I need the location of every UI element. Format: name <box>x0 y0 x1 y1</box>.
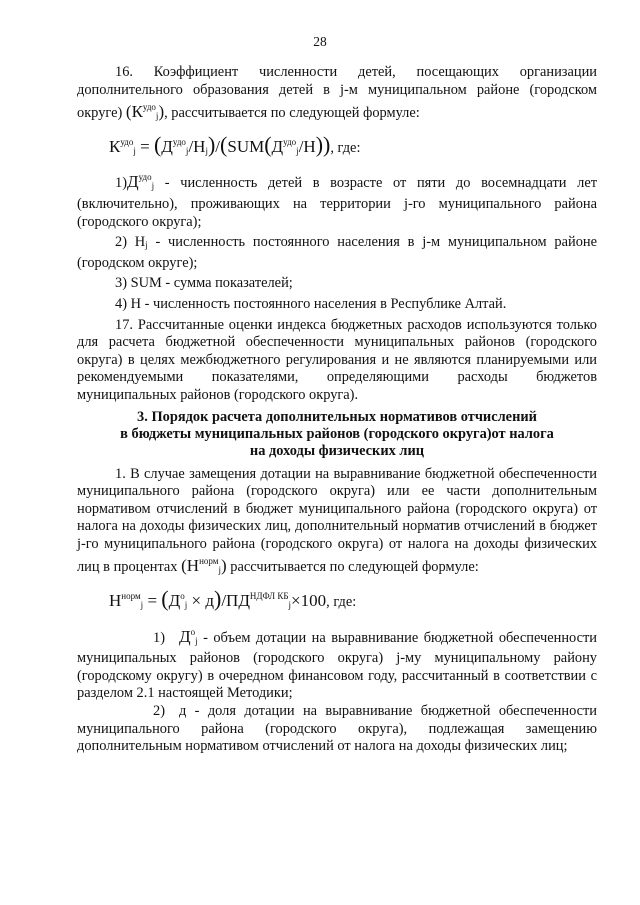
paragraph-16-tail: , рассчитывается по следующей формуле: <box>164 105 420 122</box>
section-heading-line-3: на доходы физических лиц <box>249 442 425 459</box>
paragraph-1 <box>77 466 597 581</box>
page-number: 28 <box>313 34 327 49</box>
paragraph-16 <box>77 64 597 126</box>
formula-1-suffix: , где: <box>330 139 361 156</box>
paragraph-1-text: 1. В случае замещения дотации на выравнивание бюджетной обеспеченности муниципального района (городского округа) или ее части дополнительным нормативом отчислений в бюджет муниципального района (городского округа) от налога на доходы физических лиц, дополнительный норматив отчислений в бюджет j-го муниципального района (городского округа) от налога на доходы физических лиц в процентах <box>77 465 597 576</box>
section-heading-line-1: 3. Порядок расчета дополнительных нормативов отчислений <box>137 408 537 425</box>
formula-2-suffix: , где: <box>326 594 357 611</box>
paragraph-1-tail: рассчитывается по следующей формуле: <box>230 559 479 576</box>
k-udo-symbol: $(К^{удо}_j)$ <box>125 102 165 122</box>
item-1-2: 2) $Н_j$ - численность постоянного населения в j-м муниципальном районе (городском округе); <box>77 234 597 271</box>
paragraph-16-text: 16. Коэффициент численности детей, посещающих организации дополнительного образования детей в j-м муниципальном районе (городском округе) <box>77 64 597 122</box>
page-content <box>77 64 597 756</box>
d-o-symbol: $Д^о_j$ <box>179 626 198 646</box>
item-2-1: 1) $Д^о_j$ - объем дотации на выравнивание бюджетной обеспеченности муниципальных районов (городского округа) j-му муниципальному району (городскому округу) в очередном финансовом году, рассчитанный в соответствии с разделом 2.1 настоящей Методики; <box>77 626 597 702</box>
paragraph-17: 17. Рассчитанные оценки индекса бюджетных расходов используются только для расчета бюджетной обеспеченности муниципальных районов (городского округа) в целях межбюджетного регулирования и не являются планируемыми или рекомендуемыми показателями, определяющими расходы бюджетов муниципальных районов (городского округа). <box>77 316 597 403</box>
item-2-2: 2) д - доля дотации на выравнивание бюджетной обеспеченности муниципального района (городского округа), подлежащая замещению дополнительным нормативом отчислений от налога на доходы физических лиц; <box>77 703 597 755</box>
h-j-symbol: $Н_j$ <box>134 234 148 251</box>
section-heading-line-2: в бюджеты муниципальных районов (городского округа)от налога <box>120 425 554 442</box>
d-udo-symbol: $Д^{удо}_j$ <box>127 172 155 192</box>
formula-1: $К^{удо}_j = (Д^{удо}_j/Н_j)/(SUM(Д^{удо}_j/Н))$, где: <box>109 131 361 157</box>
item-1-3: 3) SUM - сумма показателей; <box>115 275 293 292</box>
item-1-1: $1)Д^{удо}_j$ - численность детей в возрасте от пяти до восемнадцати лет (включительно), проживающих на территории j-го муниципального района (городского округа); <box>77 172 597 230</box>
h-norm-symbol: $(Н^{норм}_j)$ <box>181 556 227 576</box>
section-heading <box>77 409 597 460</box>
d-symbol: д <box>179 703 187 720</box>
item-1-4: 4) Н - численность постоянного населения в Республике Алтай. <box>115 295 507 312</box>
formula-2: $Н^{норм}_j = (Д^о_j \times д)/ПД^{НДФЛ КБ}_j\times 100$, где: <box>109 586 357 612</box>
